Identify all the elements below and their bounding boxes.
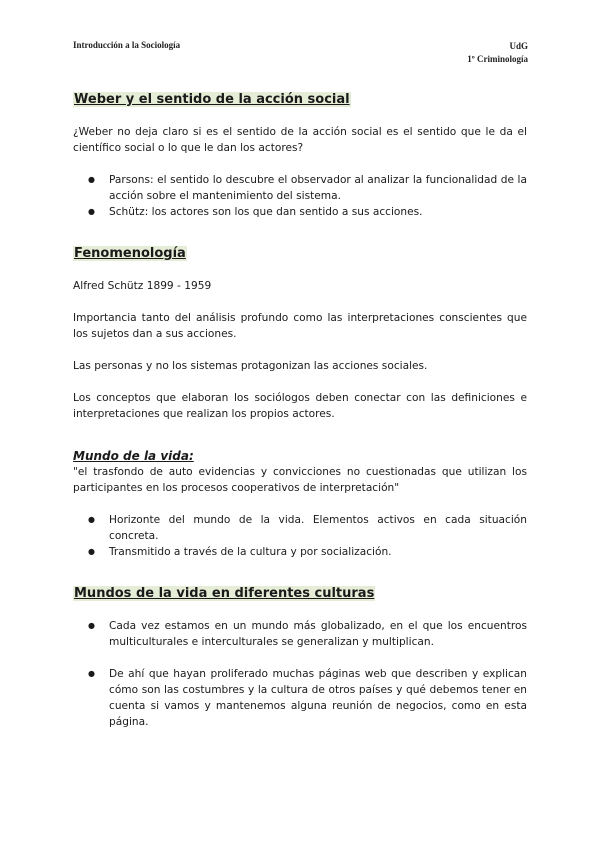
list-item: ● De ahí que hayan proliferado muchas páginas web que describen y explican cómo son las costumbres y la cultura de otros países y qué debemos tener en cuenta si vamos y mantenemos alguna reunión de negocios, como en esta página. xyxy=(73,666,527,730)
culturas-bullet-list xyxy=(73,618,527,650)
header-university: UdG xyxy=(509,41,528,51)
weber-question: ¿Weber no deja claro si es el sentido de la acción social es el sentido que le da el científico social o lo que le dan los actores? xyxy=(73,126,527,154)
definition-quote: "el trasfondo de auto evidencias y convicciones no cuestionadas que utilizan los participantes en los procesos cooperativos de interpretación" xyxy=(73,466,527,494)
weber-bullet-list xyxy=(73,172,527,220)
list-item: ● Schütz: los actores son los que dan sentido a sus acciones. xyxy=(73,204,527,220)
author-line: Alfred Schütz 1899 - 1959 xyxy=(73,280,212,292)
section-title-fenomenologia: Fenomenología xyxy=(74,246,186,261)
list-item: ● Cada vez estamos en un mundo más globalizado, en el que los encuentros multiculturales e interculturales se generalizan y multiplican. xyxy=(73,618,527,650)
section-title-weber: Weber y el sentido de la acción social xyxy=(74,92,350,107)
list-item: ● Horizonte del mundo de la vida. Elementos activos en cada situación concreta. xyxy=(73,512,527,544)
header-institution xyxy=(467,40,528,66)
document-body xyxy=(73,92,527,730)
header-program: 1º Criminología xyxy=(467,54,528,64)
section-title-culturas: Mundos de la vida en diferentes culturas xyxy=(74,586,375,601)
list-item: ● Transmitido a través de la cultura y por socialización. xyxy=(73,544,527,560)
culturas-bullet-list-2 xyxy=(73,666,527,730)
paragraph: Los conceptos que elaboran los sociólogos deben conectar con las definiciones e interpretaciones que realizan los propios actores. xyxy=(73,392,527,420)
header-course-title: Introducción a la Sociología xyxy=(73,40,181,50)
paragraph: Las personas y no los sistemas protagonizan las acciones sociales. xyxy=(73,360,428,372)
section-title-mundo-vida: Mundo de la vida: xyxy=(73,449,194,463)
list-item: ● Parsons: el sentido lo descubre el observador al analizar la funcionalidad de la acción sobre el mantenimiento del sistema. xyxy=(73,172,527,204)
mundo-vida-bullet-list xyxy=(73,512,527,560)
paragraph: Importancia tanto del análisis profundo como las interpretaciones conscientes que los sujetos dan a sus acciones. xyxy=(73,312,527,340)
